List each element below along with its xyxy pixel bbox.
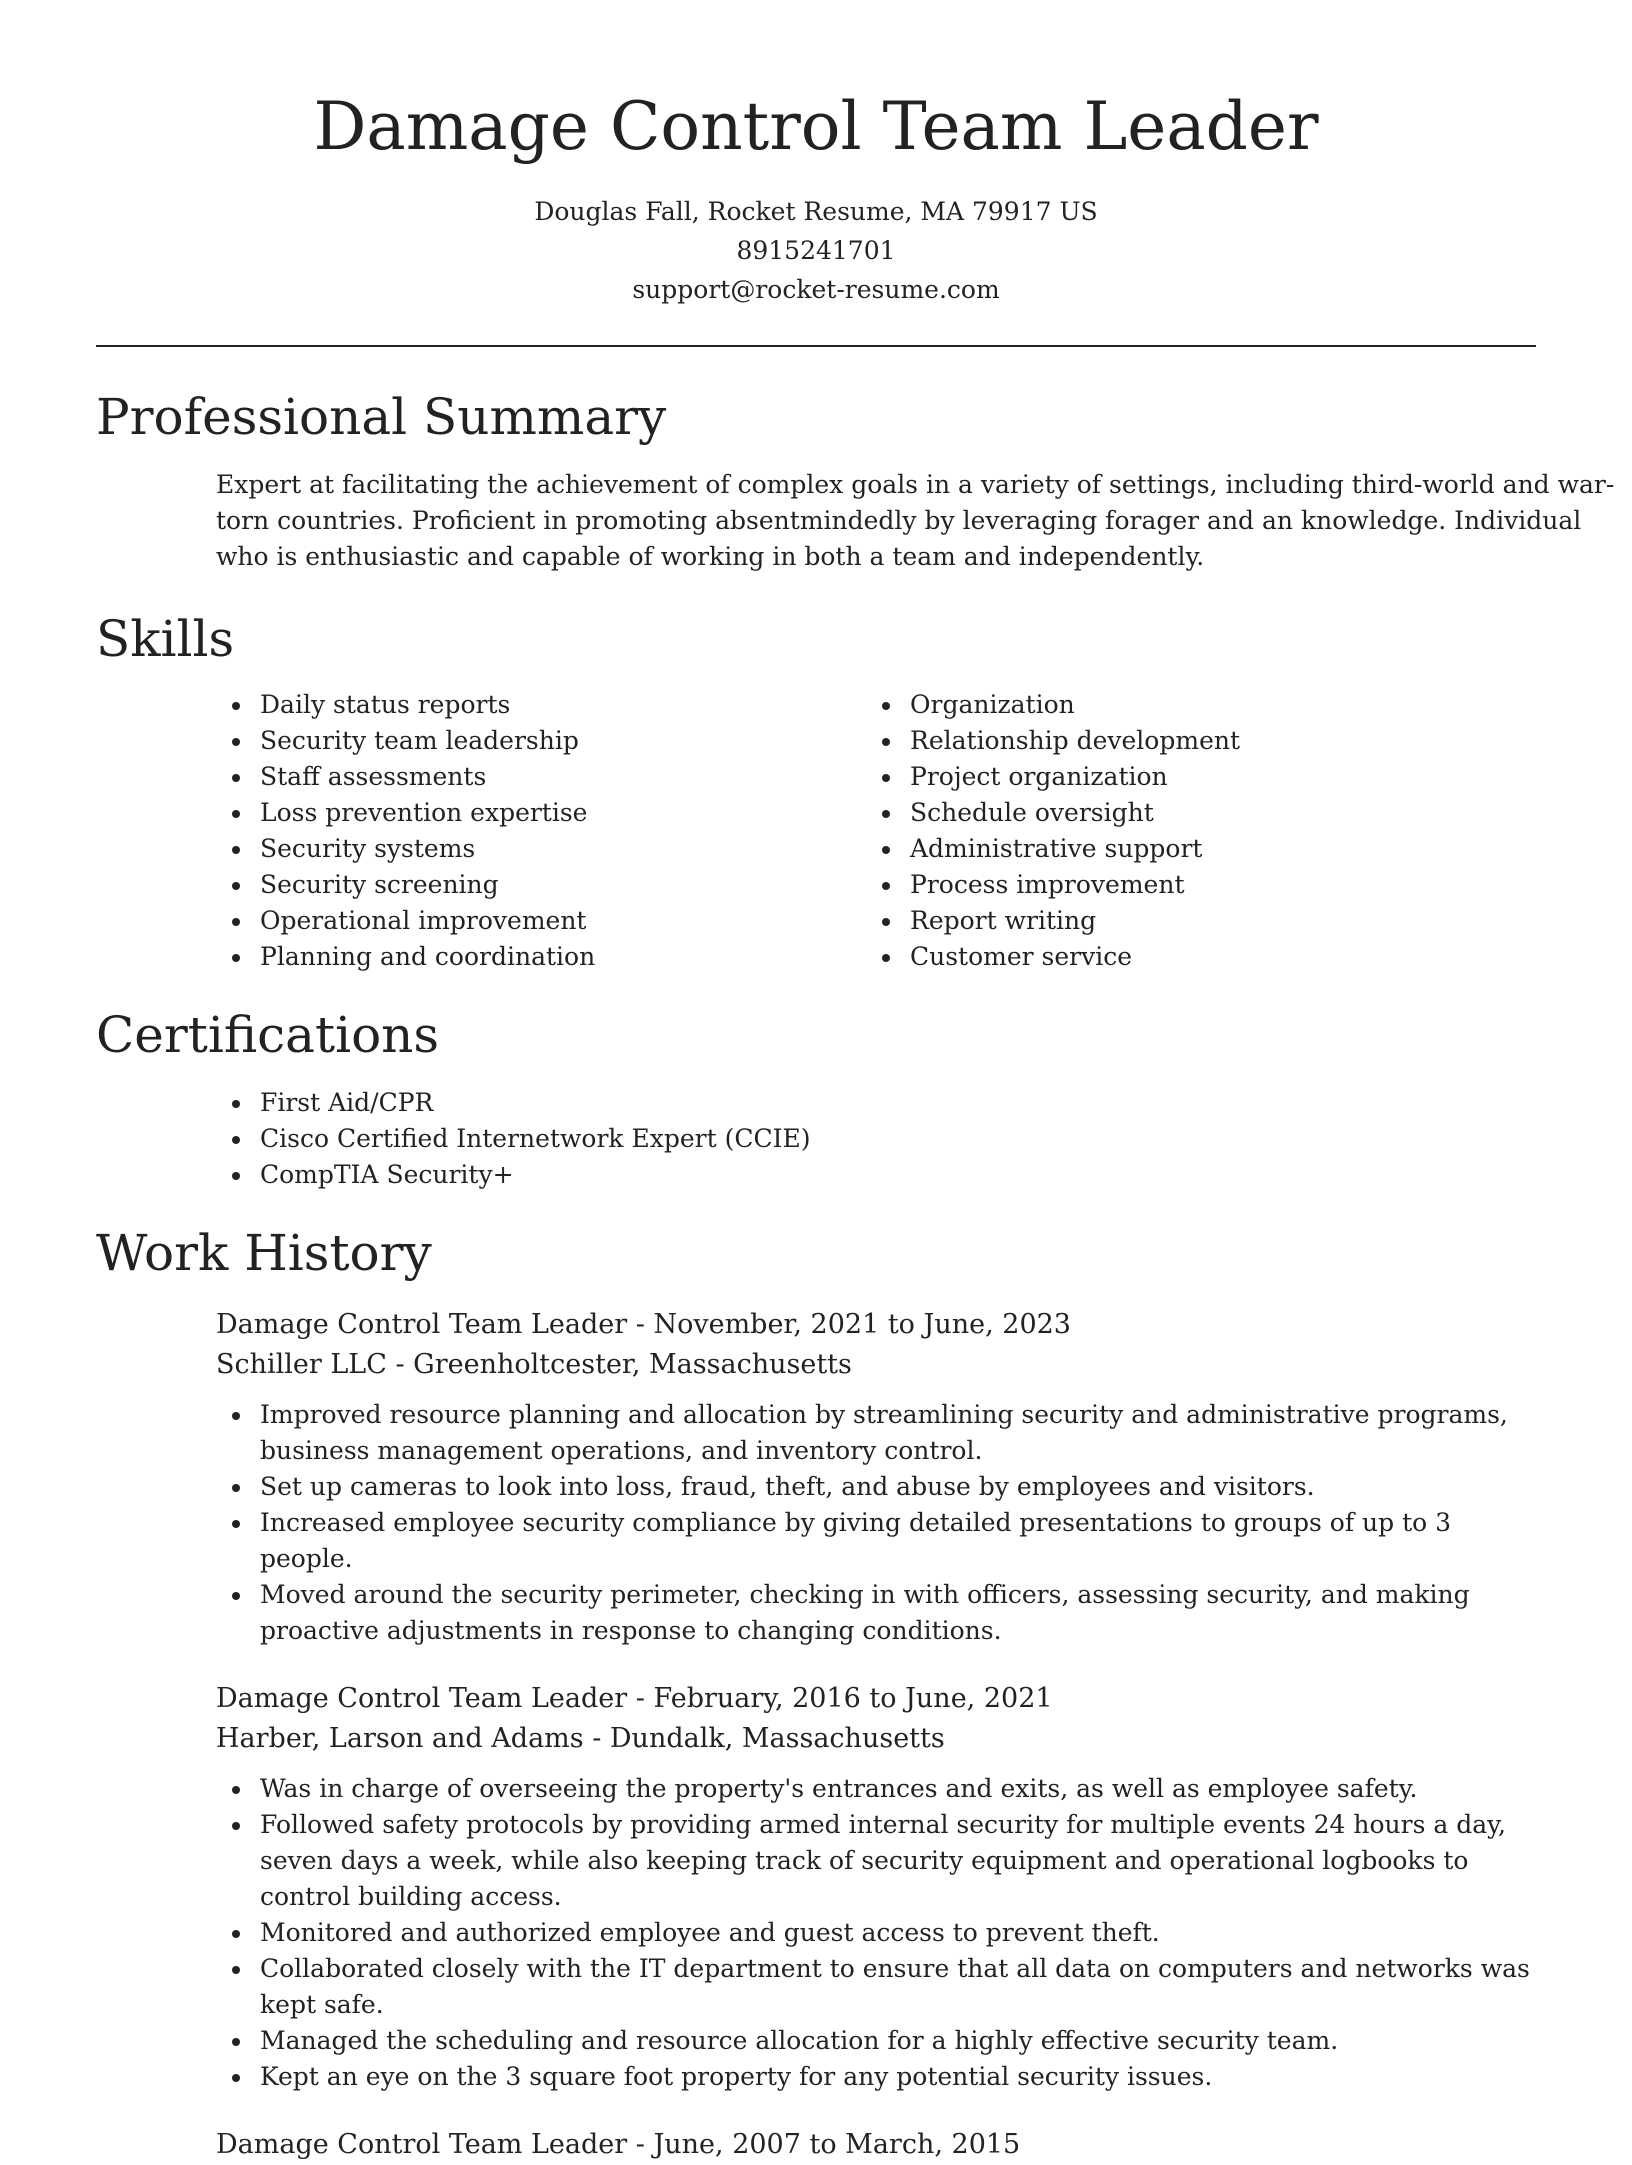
skill-item: Relationship development xyxy=(910,723,1510,759)
skill-item: Organization xyxy=(910,687,1510,723)
section-heading-certifications: Certifications xyxy=(96,1006,440,1064)
job-bullet: Improved resource planning and allocation by streamlining security and administrative programs, business management operations, and inventory control. xyxy=(260,1397,1550,1469)
skill-item: Customer service xyxy=(910,939,1510,975)
skill-item: Loss prevention expertise xyxy=(260,795,910,831)
job-title-line: Damage Control Team Leader - February, 2016 to June, 2021 xyxy=(216,1683,1053,1714)
certification-item: First Aid/CPR xyxy=(260,1085,1536,1121)
section-heading-summary: Professional Summary xyxy=(96,388,667,446)
contact-email: support@rocket-resume.com xyxy=(632,275,1000,304)
job-title-line: Damage Control Team Leader - November, 2021 to June, 2023 xyxy=(216,1309,1071,1340)
job-bullet: Increased employee security compliance by giving detailed presentations to groups of up to 3 people. xyxy=(260,1505,1550,1577)
certification-item: CompTIA Security+ xyxy=(260,1157,1536,1193)
skills-column-right xyxy=(910,687,1510,975)
skill-item: Security screening xyxy=(260,867,910,903)
skill-item: Daily status reports xyxy=(260,687,910,723)
summary-text: Expert at facilitating the achievement of complex goals in a variety of settings, including third-world and war-torn countries. Proficient in promoting absentmindedly by leveraging forager and an knowledge. Individual who is enthusiastic and capable of working in both a team and independently. xyxy=(216,470,1615,571)
job-bullet: Kept an eye on the 3 square foot property for any potential security issues. xyxy=(260,2059,1550,2095)
job-entry xyxy=(216,1305,1536,1649)
skill-item: Planning and coordination xyxy=(260,939,910,975)
job-bullet: Moved around the security perimeter, checking in with officers, assessing security, and making proactive adjustments in response to changing conditions. xyxy=(260,1577,1550,1649)
contact-info xyxy=(96,192,1536,309)
skill-item: Report writing xyxy=(910,903,1510,939)
skill-item: Schedule oversight xyxy=(910,795,1510,831)
contact-phone: 8915241701 xyxy=(736,236,896,265)
skill-item: Project organization xyxy=(910,759,1510,795)
job-title-line: Damage Control Team Leader - June, 2007 to March, 2015 xyxy=(216,2129,1021,2160)
job-entry xyxy=(216,2125,1536,2165)
resume-page xyxy=(96,0,1615,2165)
job-entry xyxy=(216,1679,1536,2095)
header-divider xyxy=(96,345,1536,347)
skill-item: Operational improvement xyxy=(260,903,910,939)
resume-name: Damage Control Team Leader xyxy=(313,88,1319,165)
job-bullet: Collaborated closely with the IT department to ensure that all data on computers and networks was kept safe. xyxy=(260,1951,1550,2023)
job-company-line: Schiller LLC - Greenholtcester, Massachusetts xyxy=(216,1349,852,1380)
job-bullet: Managed the scheduling and resource allocation for a highly effective security team. xyxy=(260,2023,1550,2059)
section-heading-skills: Skills xyxy=(96,610,235,668)
certification-item: Cisco Certified Internetwork Expert (CCIE) xyxy=(260,1121,1536,1157)
certifications-list xyxy=(260,1085,1536,1193)
skill-item: Administrative support xyxy=(910,831,1510,867)
contact-address: Douglas Fall, Rocket Resume, MA 79917 US xyxy=(534,197,1098,226)
section-heading-work-history: Work History xyxy=(96,1224,432,1282)
job-bullets xyxy=(260,1397,1550,1649)
job-bullets xyxy=(260,1771,1550,2095)
job-company-line: Harber, Larson and Adams - Dundalk, Massachusetts xyxy=(216,1723,945,1754)
skill-item: Security team leadership xyxy=(260,723,910,759)
job-bullet: Monitored and authorized employee and guest access to prevent theft. xyxy=(260,1915,1550,1951)
job-bullet: Was in charge of overseeing the property's entrances and exits, as well as employee safety. xyxy=(260,1771,1550,1807)
skill-item: Process improvement xyxy=(910,867,1510,903)
skill-item: Staff assessments xyxy=(260,759,910,795)
job-bullet: Set up cameras to look into loss, fraud, theft, and abuse by employees and visitors. xyxy=(260,1469,1550,1505)
job-bullet: Followed safety protocols by providing armed internal security for multiple events 24 hours a day, seven days a week, while also keeping track of security equipment and operational logbooks to control building access. xyxy=(260,1807,1550,1915)
skills-column-left xyxy=(260,687,910,975)
skill-item: Security systems xyxy=(260,831,910,867)
skills-list xyxy=(96,687,1536,975)
